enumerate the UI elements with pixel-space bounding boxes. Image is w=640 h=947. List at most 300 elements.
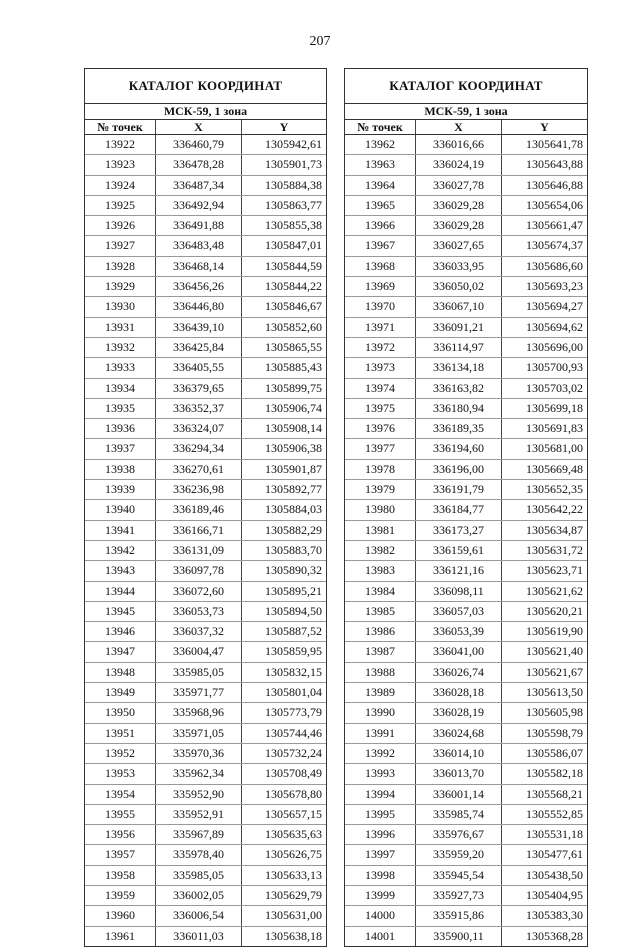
table-row <box>345 257 587 277</box>
point-number-cell: 13983 <box>345 561 416 580</box>
table-row <box>85 277 326 297</box>
page-number: 207 <box>309 34 331 49</box>
y-coordinate-cell: 1305863,77 <box>265 197 322 212</box>
y-coordinate-cell: 1305882,29 <box>265 522 322 537</box>
x-coordinate-cell: 336014,10 <box>416 744 502 763</box>
catalog-title: КАТАЛОГ КООРДИНАТ <box>345 69 587 104</box>
y-coordinate-cell: 1305626,75 <box>265 847 322 862</box>
table-row <box>345 541 587 561</box>
point-number-cell: 13947 <box>85 642 156 661</box>
table-row <box>85 866 326 886</box>
y-coordinate-cell: 1305887,52 <box>265 624 322 639</box>
y-coordinate-cell: 1305669,48 <box>526 461 583 476</box>
x-coordinate-cell: 336091,21 <box>416 318 502 337</box>
x-coordinate-cell: 336134,18 <box>416 358 502 377</box>
y-coordinate-cell: 1305629,79 <box>265 887 322 902</box>
table-row <box>345 663 587 683</box>
point-number-cell: 13952 <box>85 744 156 763</box>
table-row <box>345 176 587 196</box>
table-row <box>345 236 587 256</box>
x-coordinate-cell: 336053,73 <box>156 602 242 621</box>
y-coordinate-cell: 1305621,62 <box>526 583 583 598</box>
y-coordinate-cell: 1305633,13 <box>265 867 322 882</box>
x-coordinate-cell: 336028,19 <box>416 703 502 722</box>
y-coordinate-cell: 1305906,38 <box>265 441 322 456</box>
y-coordinate-cell: 1305586,07 <box>526 745 583 760</box>
table-row <box>345 886 587 906</box>
point-number-cell: 14001 <box>345 927 416 946</box>
point-number-cell: 13943 <box>85 561 156 580</box>
x-coordinate-cell: 336029,28 <box>416 216 502 235</box>
table-row <box>85 845 326 865</box>
table-row <box>85 886 326 906</box>
x-coordinate-cell: 335971,77 <box>156 683 242 702</box>
point-number-cell: 13950 <box>85 703 156 722</box>
point-number-cell: 13989 <box>345 683 416 702</box>
point-number-cell: 13979 <box>345 480 416 499</box>
column-header-x: X <box>156 120 242 134</box>
y-coordinate-cell: 1305883,70 <box>265 542 322 557</box>
x-coordinate-cell: 336006,54 <box>156 906 242 925</box>
x-coordinate-cell: 336097,78 <box>156 561 242 580</box>
y-coordinate-cell: 1305908,14 <box>265 421 322 436</box>
x-coordinate-cell: 336468,14 <box>156 257 242 276</box>
point-number-cell: 13935 <box>85 399 156 418</box>
table-row <box>85 683 326 703</box>
y-coordinate-cell: 1305582,18 <box>526 766 583 781</box>
point-number-cell: 13929 <box>85 277 156 296</box>
table-row <box>85 724 326 744</box>
point-number-cell: 13937 <box>85 439 156 458</box>
x-coordinate-cell: 335976,67 <box>416 825 502 844</box>
table-row <box>345 460 587 480</box>
table-row <box>85 155 326 175</box>
table-row <box>85 460 326 480</box>
table-row <box>345 866 587 886</box>
catalog-subtitle: МСК-59, 1 зона <box>345 104 587 120</box>
x-coordinate-cell: 336001,14 <box>416 785 502 804</box>
table-row <box>345 379 587 399</box>
x-coordinate-cell: 336026,74 <box>416 663 502 682</box>
y-coordinate-cell: 1305531,18 <box>526 827 583 842</box>
x-coordinate-cell: 336189,46 <box>156 500 242 519</box>
table-row <box>345 805 587 825</box>
point-number-cell: 13956 <box>85 825 156 844</box>
x-coordinate-cell: 336492,94 <box>156 196 242 215</box>
table-row <box>345 764 587 784</box>
y-coordinate-cell: 1305703,02 <box>526 380 583 395</box>
table-row <box>85 805 326 825</box>
x-coordinate-cell: 335985,05 <box>156 663 242 682</box>
point-number-cell: 13953 <box>85 764 156 783</box>
y-coordinate-cell: 1305847,01 <box>265 238 322 253</box>
table-row <box>85 521 326 541</box>
table-row <box>85 744 326 764</box>
y-coordinate-cell: 1305901,87 <box>265 461 322 476</box>
x-coordinate-cell: 336487,34 <box>156 176 242 195</box>
y-coordinate-cell: 1305631,72 <box>526 542 583 557</box>
y-coordinate-cell: 1305694,62 <box>526 319 583 334</box>
table-row <box>345 602 587 622</box>
table-header <box>85 120 326 135</box>
table-row <box>345 561 587 581</box>
x-coordinate-cell: 336033,95 <box>416 257 502 276</box>
point-number-cell: 13994 <box>345 785 416 804</box>
table-row <box>345 642 587 662</box>
table-row <box>345 744 587 764</box>
point-number-cell: 13967 <box>345 236 416 255</box>
point-number-cell: 13984 <box>345 582 416 601</box>
point-number-cell: 13928 <box>85 257 156 276</box>
point-number-cell: 13939 <box>85 480 156 499</box>
y-coordinate-cell: 1305552,85 <box>526 806 583 821</box>
y-coordinate-cell: 1305383,30 <box>526 908 583 923</box>
y-coordinate-cell: 1305404,95 <box>526 887 583 902</box>
y-coordinate-cell: 1305598,79 <box>526 725 583 740</box>
y-coordinate-cell: 1305699,18 <box>526 400 583 415</box>
table-row <box>345 521 587 541</box>
point-number-cell: 13961 <box>85 927 156 946</box>
x-coordinate-cell: 335970,36 <box>156 744 242 763</box>
y-coordinate-cell: 1305894,50 <box>265 603 322 618</box>
table-row <box>85 663 326 683</box>
point-number-cell: 13977 <box>345 439 416 458</box>
x-coordinate-cell: 336114,97 <box>416 338 502 357</box>
point-number-cell: 13970 <box>345 297 416 316</box>
point-number-cell: 13933 <box>85 358 156 377</box>
x-coordinate-cell: 336098,11 <box>416 582 502 601</box>
point-number-cell: 13965 <box>345 196 416 215</box>
point-number-cell: 13980 <box>345 500 416 519</box>
table-row <box>345 500 587 520</box>
column-header-x: X <box>416 120 502 134</box>
table-row <box>85 561 326 581</box>
point-number-cell: 13969 <box>345 277 416 296</box>
table-row <box>345 338 587 358</box>
catalog-subtitle: МСК-59, 1 зона <box>85 104 326 120</box>
point-number-cell: 13923 <box>85 155 156 174</box>
x-coordinate-cell: 336037,32 <box>156 622 242 641</box>
table-row <box>85 764 326 784</box>
y-coordinate-cell: 1305708,49 <box>265 766 322 781</box>
table-row <box>345 155 587 175</box>
point-number-cell: 13936 <box>85 419 156 438</box>
table-body <box>345 135 587 946</box>
x-coordinate-cell: 336294,34 <box>156 439 242 458</box>
point-number-cell: 13957 <box>85 845 156 864</box>
x-coordinate-cell: 336236,98 <box>156 480 242 499</box>
x-coordinate-cell: 336379,65 <box>156 379 242 398</box>
x-coordinate-cell: 336478,28 <box>156 155 242 174</box>
y-coordinate-cell: 1305846,67 <box>265 299 322 314</box>
point-number-cell: 13997 <box>345 845 416 864</box>
table-row <box>85 500 326 520</box>
table-row <box>85 602 326 622</box>
x-coordinate-cell: 336180,94 <box>416 399 502 418</box>
x-coordinate-cell: 336439,10 <box>156 318 242 337</box>
point-number-cell: 13940 <box>85 500 156 519</box>
table-body <box>85 135 326 946</box>
y-coordinate-cell: 1305884,38 <box>265 177 322 192</box>
point-number-cell: 13930 <box>85 297 156 316</box>
y-coordinate-cell: 1305613,50 <box>526 685 583 700</box>
table-row <box>345 683 587 703</box>
point-number-cell: 13945 <box>85 602 156 621</box>
point-number-cell: 13960 <box>85 906 156 925</box>
point-number-cell: 13990 <box>345 703 416 722</box>
x-coordinate-cell: 336004,47 <box>156 642 242 661</box>
table-row <box>85 480 326 500</box>
table-row <box>85 135 326 155</box>
point-number-cell: 13959 <box>85 886 156 905</box>
y-coordinate-cell: 1305641,78 <box>526 137 583 151</box>
x-coordinate-cell: 335962,34 <box>156 764 242 783</box>
y-coordinate-cell: 1305654,06 <box>526 197 583 212</box>
table-row <box>85 216 326 236</box>
x-coordinate-cell: 336016,66 <box>416 135 502 154</box>
x-coordinate-cell: 336173,27 <box>416 521 502 540</box>
y-coordinate-cell: 1305681,00 <box>526 441 583 456</box>
x-coordinate-cell: 336425,84 <box>156 338 242 357</box>
point-number-cell: 13973 <box>345 358 416 377</box>
y-coordinate-cell: 1305646,88 <box>526 177 583 192</box>
y-coordinate-cell: 1305642,22 <box>526 502 583 517</box>
x-coordinate-cell: 335971,05 <box>156 724 242 743</box>
table-row <box>85 196 326 216</box>
point-number-cell: 13962 <box>345 135 416 154</box>
table-row <box>85 582 326 602</box>
table-row <box>85 419 326 439</box>
table-row <box>85 257 326 277</box>
table-row <box>345 927 587 946</box>
table-row <box>85 176 326 196</box>
column-header-y: Y <box>279 120 289 134</box>
point-number-cell: 13981 <box>345 521 416 540</box>
x-coordinate-cell: 335915,86 <box>416 906 502 925</box>
table-row <box>85 825 326 845</box>
coordinate-catalog-right <box>344 68 588 947</box>
y-coordinate-cell: 1305605,98 <box>526 705 583 720</box>
table-row <box>85 379 326 399</box>
point-number-cell: 13963 <box>345 155 416 174</box>
x-coordinate-cell: 335985,74 <box>416 805 502 824</box>
x-coordinate-cell: 336184,77 <box>416 500 502 519</box>
x-coordinate-cell: 335952,91 <box>156 805 242 824</box>
table-row <box>85 318 326 338</box>
x-coordinate-cell: 336456,26 <box>156 277 242 296</box>
y-coordinate-cell: 1305568,21 <box>526 786 583 801</box>
x-coordinate-cell: 336324,07 <box>156 419 242 438</box>
table-row <box>345 297 587 317</box>
x-coordinate-cell: 336405,55 <box>156 358 242 377</box>
table-row <box>85 297 326 317</box>
point-number-cell: 13954 <box>85 785 156 804</box>
y-coordinate-cell: 1305694,27 <box>526 299 583 314</box>
x-coordinate-cell: 336027,65 <box>416 236 502 255</box>
x-coordinate-cell: 336159,61 <box>416 541 502 560</box>
point-number-cell: 13988 <box>345 663 416 682</box>
point-number-cell: 13993 <box>345 764 416 783</box>
x-coordinate-cell: 336189,35 <box>416 419 502 438</box>
catalog-title: КАТАЛОГ КООРДИНАТ <box>85 69 326 104</box>
x-coordinate-cell: 336270,61 <box>156 460 242 479</box>
table-row <box>345 582 587 602</box>
table-row <box>345 439 587 459</box>
coordinate-catalog-left <box>84 68 327 947</box>
y-coordinate-cell: 1305693,23 <box>526 279 583 294</box>
table-row <box>345 318 587 338</box>
x-coordinate-cell: 336050,02 <box>416 277 502 296</box>
point-number-cell: 13999 <box>345 886 416 905</box>
y-coordinate-cell: 1305634,87 <box>526 522 583 537</box>
point-number-cell: 13992 <box>345 744 416 763</box>
table-row <box>85 439 326 459</box>
point-number-cell: 13941 <box>85 521 156 540</box>
point-number-cell: 13964 <box>345 176 416 195</box>
y-coordinate-cell: 1305899,75 <box>265 380 322 395</box>
y-coordinate-cell: 1305674,37 <box>526 238 583 253</box>
table-row <box>345 845 587 865</box>
x-coordinate-cell: 336002,05 <box>156 886 242 905</box>
y-coordinate-cell: 1305623,71 <box>526 563 583 578</box>
point-number-cell: 13998 <box>345 866 416 885</box>
point-number-cell: 13942 <box>85 541 156 560</box>
y-coordinate-cell: 1305892,77 <box>265 482 322 497</box>
point-number-cell: 13932 <box>85 338 156 357</box>
table-row <box>345 825 587 845</box>
table-row <box>85 785 326 805</box>
table-row <box>345 135 587 155</box>
x-coordinate-cell: 336067,10 <box>416 297 502 316</box>
y-coordinate-cell: 1305865,55 <box>265 339 322 354</box>
table-row <box>345 785 587 805</box>
table-row <box>85 703 326 723</box>
table-row <box>85 642 326 662</box>
y-coordinate-cell: 1305652,35 <box>526 482 583 497</box>
point-number-cell: 13922 <box>85 135 156 154</box>
table-row <box>85 338 326 358</box>
x-coordinate-cell: 336028,18 <box>416 683 502 702</box>
y-coordinate-cell: 1305844,22 <box>265 279 322 294</box>
y-coordinate-cell: 1305895,21 <box>265 583 322 598</box>
table-row <box>345 906 587 926</box>
point-number-cell: 13985 <box>345 602 416 621</box>
y-coordinate-cell: 1305801,04 <box>265 685 322 700</box>
point-number-cell: 13986 <box>345 622 416 641</box>
point-number-cell: 13996 <box>345 825 416 844</box>
point-number-cell: 13976 <box>345 419 416 438</box>
point-number-cell: 13958 <box>85 866 156 885</box>
table-row <box>345 703 587 723</box>
y-coordinate-cell: 1305942,61 <box>265 137 322 151</box>
point-number-cell: 13972 <box>345 338 416 357</box>
point-number-cell: 13924 <box>85 176 156 195</box>
x-coordinate-cell: 336013,70 <box>416 764 502 783</box>
x-coordinate-cell: 336057,03 <box>416 602 502 621</box>
x-coordinate-cell: 336446,80 <box>156 297 242 316</box>
table-row <box>345 419 587 439</box>
y-coordinate-cell: 1305890,32 <box>265 563 322 578</box>
table-header <box>345 120 587 135</box>
point-number-cell: 13968 <box>345 257 416 276</box>
y-coordinate-cell: 1305686,60 <box>526 258 583 273</box>
x-coordinate-cell: 336166,71 <box>156 521 242 540</box>
x-coordinate-cell: 336024,19 <box>416 155 502 174</box>
y-coordinate-cell: 1305732,24 <box>265 745 322 760</box>
x-coordinate-cell: 336027,78 <box>416 176 502 195</box>
y-coordinate-cell: 1305700,93 <box>526 360 583 375</box>
y-coordinate-cell: 1305438,50 <box>526 867 583 882</box>
y-coordinate-cell: 1305901,73 <box>265 157 322 172</box>
table-row <box>85 236 326 256</box>
point-number-cell: 13971 <box>345 318 416 337</box>
table-row <box>345 399 587 419</box>
point-number-cell: 13951 <box>85 724 156 743</box>
y-coordinate-cell: 1305368,28 <box>526 928 583 943</box>
column-header-point: № точек <box>345 120 416 134</box>
x-coordinate-cell: 336191,79 <box>416 480 502 499</box>
x-coordinate-cell: 336131,09 <box>156 541 242 560</box>
table-row <box>85 906 326 926</box>
x-coordinate-cell: 336011,03 <box>156 927 242 946</box>
y-coordinate-cell: 1305844,59 <box>265 258 322 273</box>
y-coordinate-cell: 1305691,83 <box>526 421 583 436</box>
x-coordinate-cell: 335952,90 <box>156 785 242 804</box>
point-number-cell: 13931 <box>85 318 156 337</box>
point-number-cell: 13982 <box>345 541 416 560</box>
x-coordinate-cell: 336041,00 <box>416 642 502 661</box>
point-number-cell: 13949 <box>85 683 156 702</box>
x-coordinate-cell: 335927,73 <box>416 886 502 905</box>
point-number-cell: 13991 <box>345 724 416 743</box>
point-number-cell: 13938 <box>85 460 156 479</box>
y-coordinate-cell: 1305678,80 <box>265 786 322 801</box>
y-coordinate-cell: 1305832,15 <box>265 664 322 679</box>
column-header-y: Y <box>540 120 549 134</box>
point-number-cell: 13974 <box>345 379 416 398</box>
y-coordinate-cell: 1305619,90 <box>526 624 583 639</box>
point-number-cell: 13946 <box>85 622 156 641</box>
y-coordinate-cell: 1305477,61 <box>526 847 583 862</box>
table-row <box>85 399 326 419</box>
y-coordinate-cell: 1305657,15 <box>265 806 322 821</box>
x-coordinate-cell: 335959,20 <box>416 845 502 864</box>
point-number-cell: 13925 <box>85 196 156 215</box>
x-coordinate-cell: 336491,88 <box>156 216 242 235</box>
y-coordinate-cell: 1305638,18 <box>265 928 322 943</box>
y-coordinate-cell: 1305906,74 <box>265 400 322 415</box>
y-coordinate-cell: 1305620,21 <box>526 603 583 618</box>
table-row <box>345 216 587 236</box>
y-coordinate-cell: 1305631,00 <box>265 908 322 923</box>
x-coordinate-cell: 336053,39 <box>416 622 502 641</box>
x-coordinate-cell: 335945,54 <box>416 866 502 885</box>
x-coordinate-cell: 336460,79 <box>156 135 242 154</box>
table-row <box>345 480 587 500</box>
x-coordinate-cell: 336483,48 <box>156 236 242 255</box>
y-coordinate-cell: 1305621,40 <box>526 644 583 659</box>
point-number-cell: 13987 <box>345 642 416 661</box>
table-row <box>85 927 326 946</box>
point-number-cell: 13978 <box>345 460 416 479</box>
table-row <box>85 541 326 561</box>
y-coordinate-cell: 1305661,47 <box>526 218 583 233</box>
y-coordinate-cell: 1305885,43 <box>265 360 322 375</box>
point-number-cell: 13926 <box>85 216 156 235</box>
point-number-cell: 13934 <box>85 379 156 398</box>
point-number-cell: 13975 <box>345 399 416 418</box>
y-coordinate-cell: 1305884,03 <box>265 502 322 517</box>
